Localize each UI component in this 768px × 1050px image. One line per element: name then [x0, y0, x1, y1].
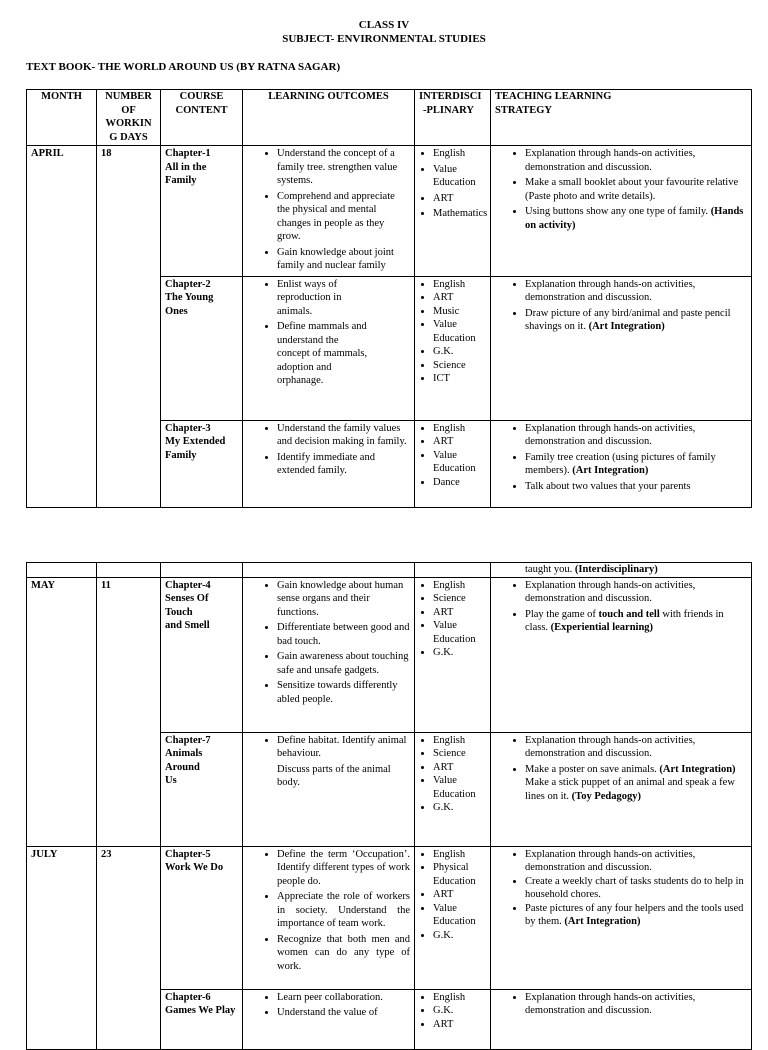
learning-outcomes-cell [243, 276, 415, 420]
list-item: • Music [433, 305, 486, 319]
header-working-days: NUMBER OF WORKIN G DAYS [97, 90, 161, 146]
month-cell: MAY [27, 577, 97, 846]
list-item: • Explanation through hands-on activities, demonstration and discussion. [525, 848, 747, 875]
header-learning-outcomes: LEARNING OUTCOMES [243, 90, 415, 146]
list-item: • Value Education [433, 449, 486, 476]
header-teaching-strategy: TEACHING LEARNING STRATEGY [491, 90, 752, 146]
learning-outcomes-cell [243, 146, 415, 277]
header-month: MONTH [27, 90, 97, 146]
learning-outcomes-cell [243, 732, 415, 846]
list-item: • Explanation through hands-on activities, demonstration and discussion. [525, 278, 747, 305]
header-course-content: COURSE CONTENT [161, 90, 243, 146]
list-item: • Define the term ‘Occupation’. Identify different types of work people do. [277, 848, 410, 889]
list-item: • Value Education [433, 318, 486, 345]
list-item: • Talk about two values that your parents [525, 480, 747, 494]
list-item: • English [433, 991, 486, 1005]
strategy-cell [491, 577, 752, 732]
list-item: • G.K. [433, 1004, 486, 1018]
month-cell: APRIL [27, 146, 97, 508]
outcome-text: Discuss parts of the animal body. [277, 763, 391, 788]
list-item: • Appreciate the role of workers in society. Understand the importance of team work. [277, 890, 410, 931]
list-item: • Science [433, 592, 486, 606]
list-item: • Family tree creation (using pictures of family members). (Art Integration) [525, 451, 747, 478]
list-item: • Sensitize towards differently abled people. [277, 679, 410, 706]
table-row [27, 146, 752, 277]
list-item: • Value Education [433, 902, 486, 929]
class-heading: CLASS IV [358, 19, 410, 31]
list-item: • Science [433, 747, 486, 761]
list-item: • Understand the value of [277, 1006, 410, 1020]
subject-heading: SUBJECT- ENVIRONMENTAL STUDIES [282, 33, 486, 45]
list-item: • English [433, 734, 486, 748]
list-item: • Value Education [433, 619, 486, 646]
list-item: • ICT [433, 372, 486, 386]
list-item: • Value Education [433, 774, 486, 801]
list-item: • G.K. [433, 345, 486, 359]
strategy-cell [491, 420, 752, 507]
curriculum-table-page-1 [26, 89, 752, 508]
list-item: • English [433, 579, 486, 593]
list-item: • Identify immediate and extended family. [277, 451, 410, 478]
list-item: • ART [433, 606, 486, 620]
interdisciplinary-cell [415, 146, 491, 277]
strategy-continuation: taught you. (Interdisciplinary) [491, 563, 752, 578]
days-cell: 11 [97, 577, 161, 846]
chapter-cell: Chapter-2 The Young Ones [161, 276, 243, 420]
list-item: • Explanation through hands-on activities, demonstration and discussion. [525, 991, 747, 1018]
list-item: • Explanation through hands-on activities, demonstration and discussion. [525, 147, 747, 174]
interdisciplinary-cell [415, 732, 491, 846]
learning-outcomes-cell [243, 577, 415, 732]
chapter-cell: Chapter-6 Games We Play [161, 989, 243, 1049]
learning-outcomes-cell [243, 420, 415, 507]
learning-outcomes-cell [243, 989, 415, 1049]
list-item: • Explanation through hands-on activities, demonstration and discussion. [525, 422, 747, 449]
list-item: • ART [433, 435, 486, 449]
empty-cell [97, 563, 161, 578]
curriculum-table-page-2 [26, 562, 752, 1050]
list-item: • G.K. [433, 801, 486, 815]
list-item: • Make a small booklet about your favourite relative (Paste photo and write details). [525, 176, 747, 203]
empty-cell [243, 563, 415, 578]
list-item: • Explanation through hands-on activities, demonstration and discussion. [525, 579, 747, 606]
days-cell: 18 [97, 146, 161, 508]
list-item: • G.K. [433, 929, 486, 943]
list-item: • Gain knowledge about joint family and nuclear family [277, 246, 410, 273]
list-item: • ART [433, 888, 486, 902]
strategy-text: Make a stick puppet of an animal and speak a few lines on it. (Toy Pedagogy) [525, 777, 735, 802]
list-item: • ART [433, 192, 486, 206]
list-item: • Comprehend and appreciate the physical and mental changes in people as they grow. [277, 190, 410, 244]
list-item: • Differentiate between good and bad touch. [277, 621, 410, 648]
chapter-cell: Chapter-7 Animals Around Us [161, 732, 243, 846]
list-item: • English [433, 278, 486, 292]
learning-outcomes-cell [243, 846, 415, 989]
list-item: • Dance [433, 476, 486, 490]
interdisciplinary-cell [415, 420, 491, 507]
list-item: • Make a poster on save animals. (Art Integration) [525, 763, 747, 777]
list-item: • Gain awareness about touching safe and unsafe gadgets. [277, 650, 410, 677]
list-item: • Paste pictures of any four helpers and the tools used by them. (Art Integration) [525, 902, 747, 929]
list-item: • Gain knowledge about human sense organs and their functions. [277, 579, 410, 620]
strategy-cell [491, 732, 752, 846]
list-item: • ART [433, 761, 486, 775]
list-item: • Using buttons show any one type of family. (Hands on activity) [525, 205, 747, 232]
strategy-cell [491, 146, 752, 277]
strategy-cell [491, 276, 752, 420]
table-row [27, 846, 752, 989]
list-item: • Understand the concept of a family tree. strengthen value systems. [277, 147, 410, 188]
header-interdisciplinary: INTERDISCI -PLINARY [415, 90, 491, 146]
list-item: • Play the game of touch and tell with friends in class. (Experiential learning) [525, 608, 747, 635]
chapter-cell: Chapter-1 All in the Family [161, 146, 243, 277]
list-item: • English [433, 422, 486, 436]
list-item: • English [433, 848, 486, 862]
list-item: • Explanation through hands-on activities, demonstration and discussion. [525, 734, 747, 761]
list-item: • English [433, 147, 486, 161]
empty-cell [161, 563, 243, 578]
list-item: • Learn peer collaboration. [277, 991, 410, 1005]
textbook-heading: TEXT BOOK- THE WORLD AROUND US (BY RATNA SAGAR) [26, 61, 341, 73]
list-item: • ART [433, 291, 486, 305]
list-item: • Define mammals and understand the concept of mammals, adoption and orphanage. [277, 320, 370, 388]
strategy-cell [491, 989, 752, 1049]
interdisciplinary-cell [415, 577, 491, 732]
days-cell: 23 [97, 846, 161, 1049]
continuation-row [27, 563, 752, 578]
table-header-row [27, 90, 752, 146]
list-item: • Understand the family values and decision making in family. [277, 422, 410, 449]
list-item: • Define habitat. Identify animal behaviour. [277, 734, 410, 761]
list-item: • Value Education [433, 163, 486, 190]
list-item: • Mathematics [433, 207, 486, 221]
table-row [27, 577, 752, 732]
list-item: • Recognize that both men and women can do any type of work. [277, 933, 410, 974]
list-item: • G.K. [433, 646, 486, 660]
interdisciplinary-cell [415, 276, 491, 420]
chapter-cell: Chapter-4 Senses Of Touch and Smell [161, 577, 243, 732]
list-item: • Enlist ways of reproduction in animals. [277, 278, 370, 319]
list-item: • Science [433, 359, 486, 373]
strategy-cell [491, 846, 752, 989]
empty-cell [415, 563, 491, 578]
month-cell: JULY [27, 846, 97, 1049]
chapter-cell: Chapter-5 Work We Do [161, 846, 243, 989]
interdisciplinary-cell [415, 846, 491, 989]
chapter-cell: Chapter-3 My Extended Family [161, 420, 243, 507]
list-item: • ART [433, 1018, 486, 1032]
empty-cell [27, 563, 97, 578]
list-item: • Draw picture of any bird/animal and paste pencil shavings on it. (Art Integration) [525, 307, 747, 334]
interdisciplinary-cell [415, 989, 491, 1049]
list-item: • Physical Education [433, 861, 486, 888]
list-item: • Create a weekly chart of tasks students do to help in household chores. [525, 875, 747, 902]
